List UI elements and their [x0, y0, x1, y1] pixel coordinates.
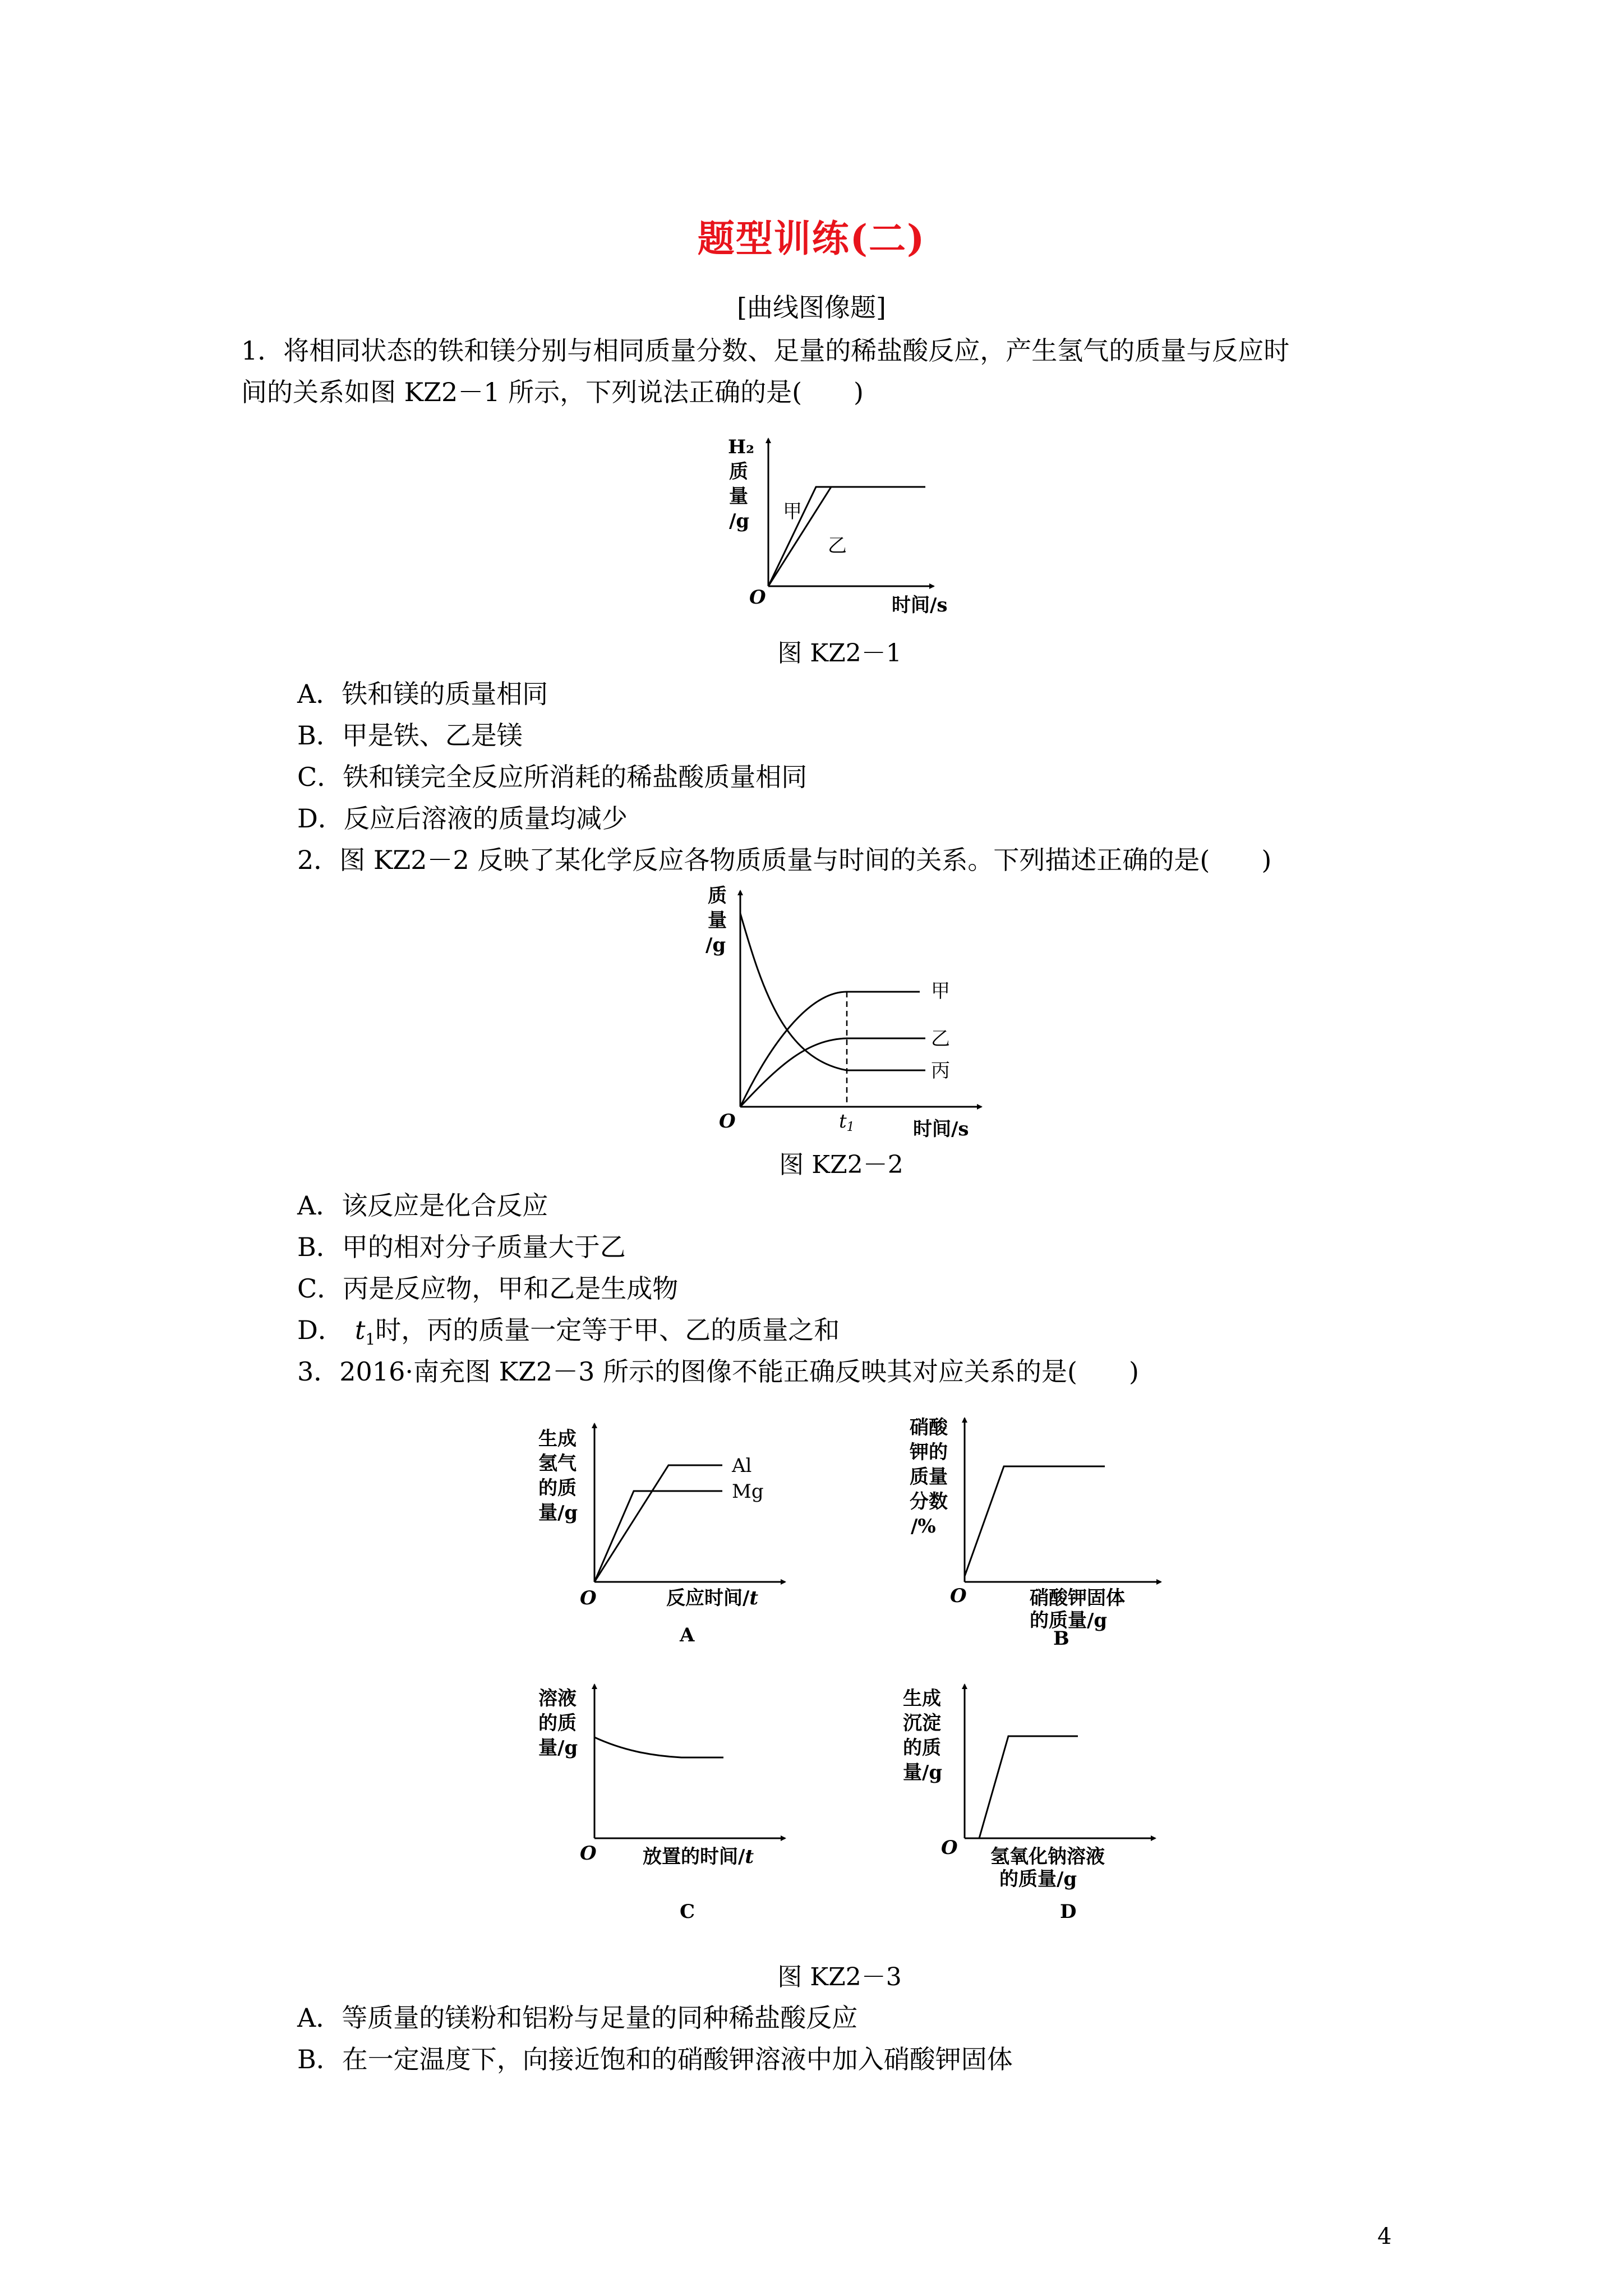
figure-kz2-3-c	[527, 1674, 819, 1932]
label-yi: 乙	[931, 1028, 950, 1050]
y-label-1: 溶液	[538, 1687, 577, 1710]
x-label: 时间/s	[913, 1118, 969, 1140]
q1-option-a: A．铁和镁的质量相同	[297, 679, 548, 709]
curve-solution-mass	[594, 1737, 723, 1757]
y-label-3: 量/g	[538, 1737, 578, 1759]
figure-kz2-3-a	[527, 1414, 819, 1649]
x-label: 反应时间/t	[666, 1587, 759, 1609]
x-label-1: 硝酸钾固体	[1030, 1587, 1125, 1609]
label-mg: Mg	[732, 1480, 764, 1503]
label-yi: 乙	[828, 535, 847, 557]
figure-letter-c: C	[680, 1901, 695, 1923]
y-label-2: 沉淀	[903, 1712, 941, 1734]
figure-kz2-3-d	[880, 1674, 1195, 1932]
y-label-1: 质	[708, 885, 727, 907]
page-number: 4	[1377, 2224, 1392, 2249]
y-label-1: 生成	[903, 1687, 941, 1710]
y-label-3: /g	[706, 934, 726, 956]
y-label-2: 的质	[538, 1712, 577, 1734]
label-jia: 甲	[931, 980, 950, 1002]
q2-option-c: C．丙是反应物，甲和乙是生成物	[297, 1273, 679, 1304]
y-label-2: 氢气	[538, 1452, 577, 1475]
q3-option-b: B．在一定温度下，向接近饱和的硝酸钾溶液中加入硝酸钾固体	[297, 2044, 1013, 2074]
y-label-2: 量	[708, 909, 727, 932]
origin-label: O	[580, 1587, 597, 1609]
figure-letter-a: A	[680, 1624, 695, 1646]
y-label-3: 的质	[538, 1477, 577, 1499]
curve-precipitate	[965, 1736, 1078, 1838]
origin-label: O	[941, 1837, 958, 1859]
origin-label: O	[580, 1842, 597, 1865]
figure-letter-b: B	[1053, 1627, 1069, 1649]
y-label-4: 量/g	[903, 1761, 943, 1784]
curve-al	[594, 1465, 722, 1582]
figure-kz2-2	[695, 880, 993, 1143]
y-label-5: /%	[911, 1515, 936, 1538]
figure-kz2-1	[718, 426, 976, 623]
q2-option-a: A．该反应是化合反应	[297, 1190, 548, 1221]
q3-stem: 3．2016·南充图 KZ2－3 所示的图像不能正确反映其对应关系的是( )	[297, 1356, 1139, 1387]
q1-option-c: C．铁和镁完全反应所消耗的稀盐酸质量相同	[297, 762, 808, 792]
y-label-3: 量	[729, 485, 748, 508]
curve-yi	[740, 1038, 925, 1107]
y-label-2: 质	[729, 461, 748, 483]
y-label-1: H₂	[728, 436, 755, 458]
x-label-2: 的质量/g	[999, 1868, 1077, 1890]
y-label-1: 生成	[538, 1428, 577, 1450]
origin-label: O	[749, 586, 766, 609]
x-label: 放置的时间/t	[643, 1846, 754, 1868]
curve-kno3-fraction	[965, 1466, 1105, 1576]
x-label-2: 的质量/g	[1030, 1609, 1108, 1632]
q2-stem: 2．图 KZ2－2 反映了某化学反应各物质质量与时间的关系。下列描述正确的是( )	[297, 845, 1272, 875]
y-label-4: 量/g	[538, 1502, 578, 1524]
q2-option-d: D． $t_1$时，丙的质量一定等于甲、乙的质量之和	[297, 1315, 840, 1349]
y-label-4: /g	[729, 510, 750, 532]
q2-option-b: B．甲的相对分子质量大于乙	[297, 1232, 626, 1262]
t1-label: t1	[839, 1110, 855, 1134]
label-al: Al	[732, 1455, 752, 1477]
q1-stem-line1: 1．将相同状态的铁和镁分别与相同质量分数、足量的稀盐酸反应，产生氢气的质量与反应时	[241, 335, 1290, 366]
label-bing: 丙	[931, 1060, 950, 1082]
q1-option-b: B．甲是铁、乙是镁	[297, 720, 523, 751]
figure-caption-kz2-1: 图 KZ2－1	[777, 639, 902, 668]
y-label-3: 的质	[903, 1737, 941, 1759]
origin-label: O	[950, 1585, 967, 1607]
figure-caption-kz2-2: 图 KZ2－2	[779, 1151, 903, 1179]
q1-stem-line2: 间的关系如图 KZ2－1 所示，下列说法正确的是( )	[241, 377, 864, 407]
page-title: 题型训练(二)	[697, 217, 926, 260]
figure-letter-d: D	[1060, 1901, 1077, 1923]
figure-kz2-3-b	[897, 1408, 1189, 1649]
y-label-3: 质量	[910, 1466, 948, 1488]
y-label-2: 钾的	[910, 1441, 948, 1464]
y-label-4: 分数	[910, 1490, 948, 1513]
x-label: 时间/s	[892, 594, 948, 616]
section-subtitle: [曲线图像题]	[737, 292, 886, 323]
curve-mg	[594, 1491, 722, 1582]
figure-caption-kz2-3: 图 KZ2－3	[777, 1963, 902, 1991]
x-label-1: 氢氧化钠溶液	[990, 1846, 1105, 1868]
origin-label: O	[719, 1110, 736, 1133]
q1-option-d: D．反应后溶液的质量均减少	[297, 803, 628, 834]
curve-jia	[740, 992, 920, 1107]
label-jia: 甲	[783, 500, 802, 523]
q3-option-a: A．等质量的镁粉和铝粉与足量的同种稀盐酸反应	[297, 2003, 858, 2033]
y-label-1: 硝酸	[910, 1416, 948, 1439]
